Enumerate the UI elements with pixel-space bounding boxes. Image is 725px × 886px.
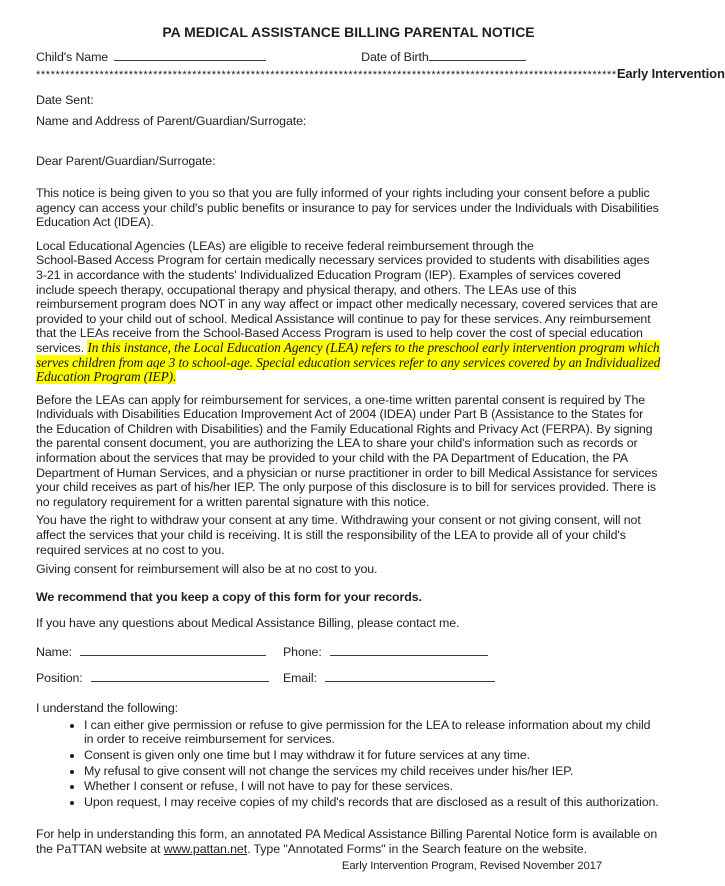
highlighted-text: In this instance, the Local Education Agency (LEA) refers to the preschool early intervention program which serves children from age 3 to school-age. Special education services refer to any services covered by an Individualized Education Program (IEP). <box>36 339 661 385</box>
bullet-item-refusal: • My refusal to give consent will not change the services my child receives under his/her IEP. <box>84 764 661 779</box>
phone-field[interactable] <box>330 643 488 656</box>
footer-text-pre: For help in understanding this form, an annotated PA Medical Assistance Billing Parental Notice form is available on the PaTTAN website at <box>36 827 658 856</box>
paragraph-consent-requirement: Before the LEAs can apply for reimbursement for services, a one-time written parental consent is required by The Individuals with Disabilities Education Improvement Act of 2004 (IDEA) under Part B (Assistance to the States for the Education of Children with Disabilities) and the Family Educational Rights and Privacy Act (FERPA). By signing the parental consent document, you are authorizing the LEA to share your child's information such as records or information about the services that may be provided to your child with the PA Department of Education, the PA Department of Human Services, and a physician or nurse practitioner in order to bill Medical Assistance for services your child receives as part of his/her IEP. The only purpose of this disclosure is to bill for services provided. There is no regulatory requirement for a written parental signature with this notice. <box>36 392 658 509</box>
footer-help-text <box>36 827 661 856</box>
paragraph-questions: If you have any questions about Medical Assistance Billing, please contact me. <box>36 616 460 631</box>
understand-bullet-list <box>62 718 661 810</box>
contact-phone <box>283 643 488 660</box>
child-name-field[interactable] <box>114 48 266 61</box>
paragraph-lea-line1: Local Educational Agencies (LEAs) are eligible to receive federal reimbursement through the <box>36 238 534 253</box>
asterisk-separator: *********************************************************************************************************************** <box>36 68 617 81</box>
date-of-birth-field[interactable] <box>429 48 526 61</box>
contact-position <box>36 669 283 686</box>
child-info-row <box>36 48 661 65</box>
bullet-item-no-pay: • Whether I consent or refuse, I will not have to pay for these services. <box>84 779 661 794</box>
understand-intro: I understand the following: <box>36 701 178 716</box>
paragraph-withdraw-rights: You have the right to withdraw your consent at any time. Withdrawing your consent or not giving consent, will not affect the services that your child is receiving. It is still the responsibility of the LEA to provide all of your child's required services at no cost to you. <box>36 513 641 557</box>
page-title: PA MEDICAL ASSISTANCE BILLING PARENTAL NOTICE <box>162 24 535 40</box>
early-intervention-label: Early Intervention <box>616 65 725 81</box>
contact-name <box>36 643 283 660</box>
phone-label: Phone: <box>283 645 322 659</box>
bullet-item-one-time-consent: • Consent is given only one time but I may withdraw it for future services at any time. <box>84 748 661 763</box>
position-label: Position: <box>36 670 83 685</box>
email-field[interactable] <box>325 669 495 682</box>
pattan-website-link[interactable]: www.pattan.net <box>163 841 248 856</box>
bullet-item-permission: • I can either give permission or refuse to give permission for the LEA to release information about my child in order to receive reimbursement for services. <box>84 718 661 747</box>
footer-text-post: . Type "Annotated Forms" in the Search feature on the website. <box>247 841 587 856</box>
revision-note: Early Intervention Program, Revised November 2017 <box>341 859 602 872</box>
name-field[interactable] <box>80 643 266 656</box>
bullet-item-copies: • Upon request, I may receive copies of my child's records that are disclosed as a result of this authorization. <box>84 795 661 810</box>
date-sent-label: Date Sent: <box>36 93 94 108</box>
paragraph-notice: This notice is being given to you so that you are fully informed of your rights including your consent before a public agency can access your child's public benefits or insurance to pay for services under the Individuals with Disabilities Education Act (IDEA). <box>36 185 659 230</box>
contact-row-2 <box>36 669 661 686</box>
child-name-label: Child's Name <box>36 50 109 64</box>
paragraph-keep-copy: We recommend that you keep a copy of this form for your records. <box>36 589 422 604</box>
contact-row-1 <box>36 643 661 660</box>
separator-row <box>36 65 725 83</box>
paragraph-no-cost: Giving consent for reimbursement will also be at no cost to you. <box>36 562 378 577</box>
position-field[interactable] <box>91 669 269 682</box>
name-label: Name: <box>36 645 72 659</box>
contact-email <box>283 669 495 686</box>
date-of-birth-label: Date of Birth <box>361 50 429 64</box>
parent-address-label: Name and Address of Parent/Guardian/Surrogate: <box>36 113 307 128</box>
paragraph-lea <box>36 239 661 385</box>
salutation: Dear Parent/Guardian/Surrogate: <box>36 154 216 169</box>
paragraph-lea-rest: School-Based Access Program for certain medically necessary services provided to students with disabilities ages 3-21 in accordance with the students' Individualized Education Program (IEP). Examples of services covered include speech therapy, occupational therapy and physical therapy, and others. The LEAs use of this reimbursement program does NOT in any way affect or impact other medically necessary, covered services that are provided to your child out of school. Medical Assistance will continue to pay for these services. Any reimbursement that the LEAs receive from the School-Based Access Program is used to help cover the cost of special education services. <box>36 253 658 355</box>
email-label: Email: <box>283 670 317 685</box>
